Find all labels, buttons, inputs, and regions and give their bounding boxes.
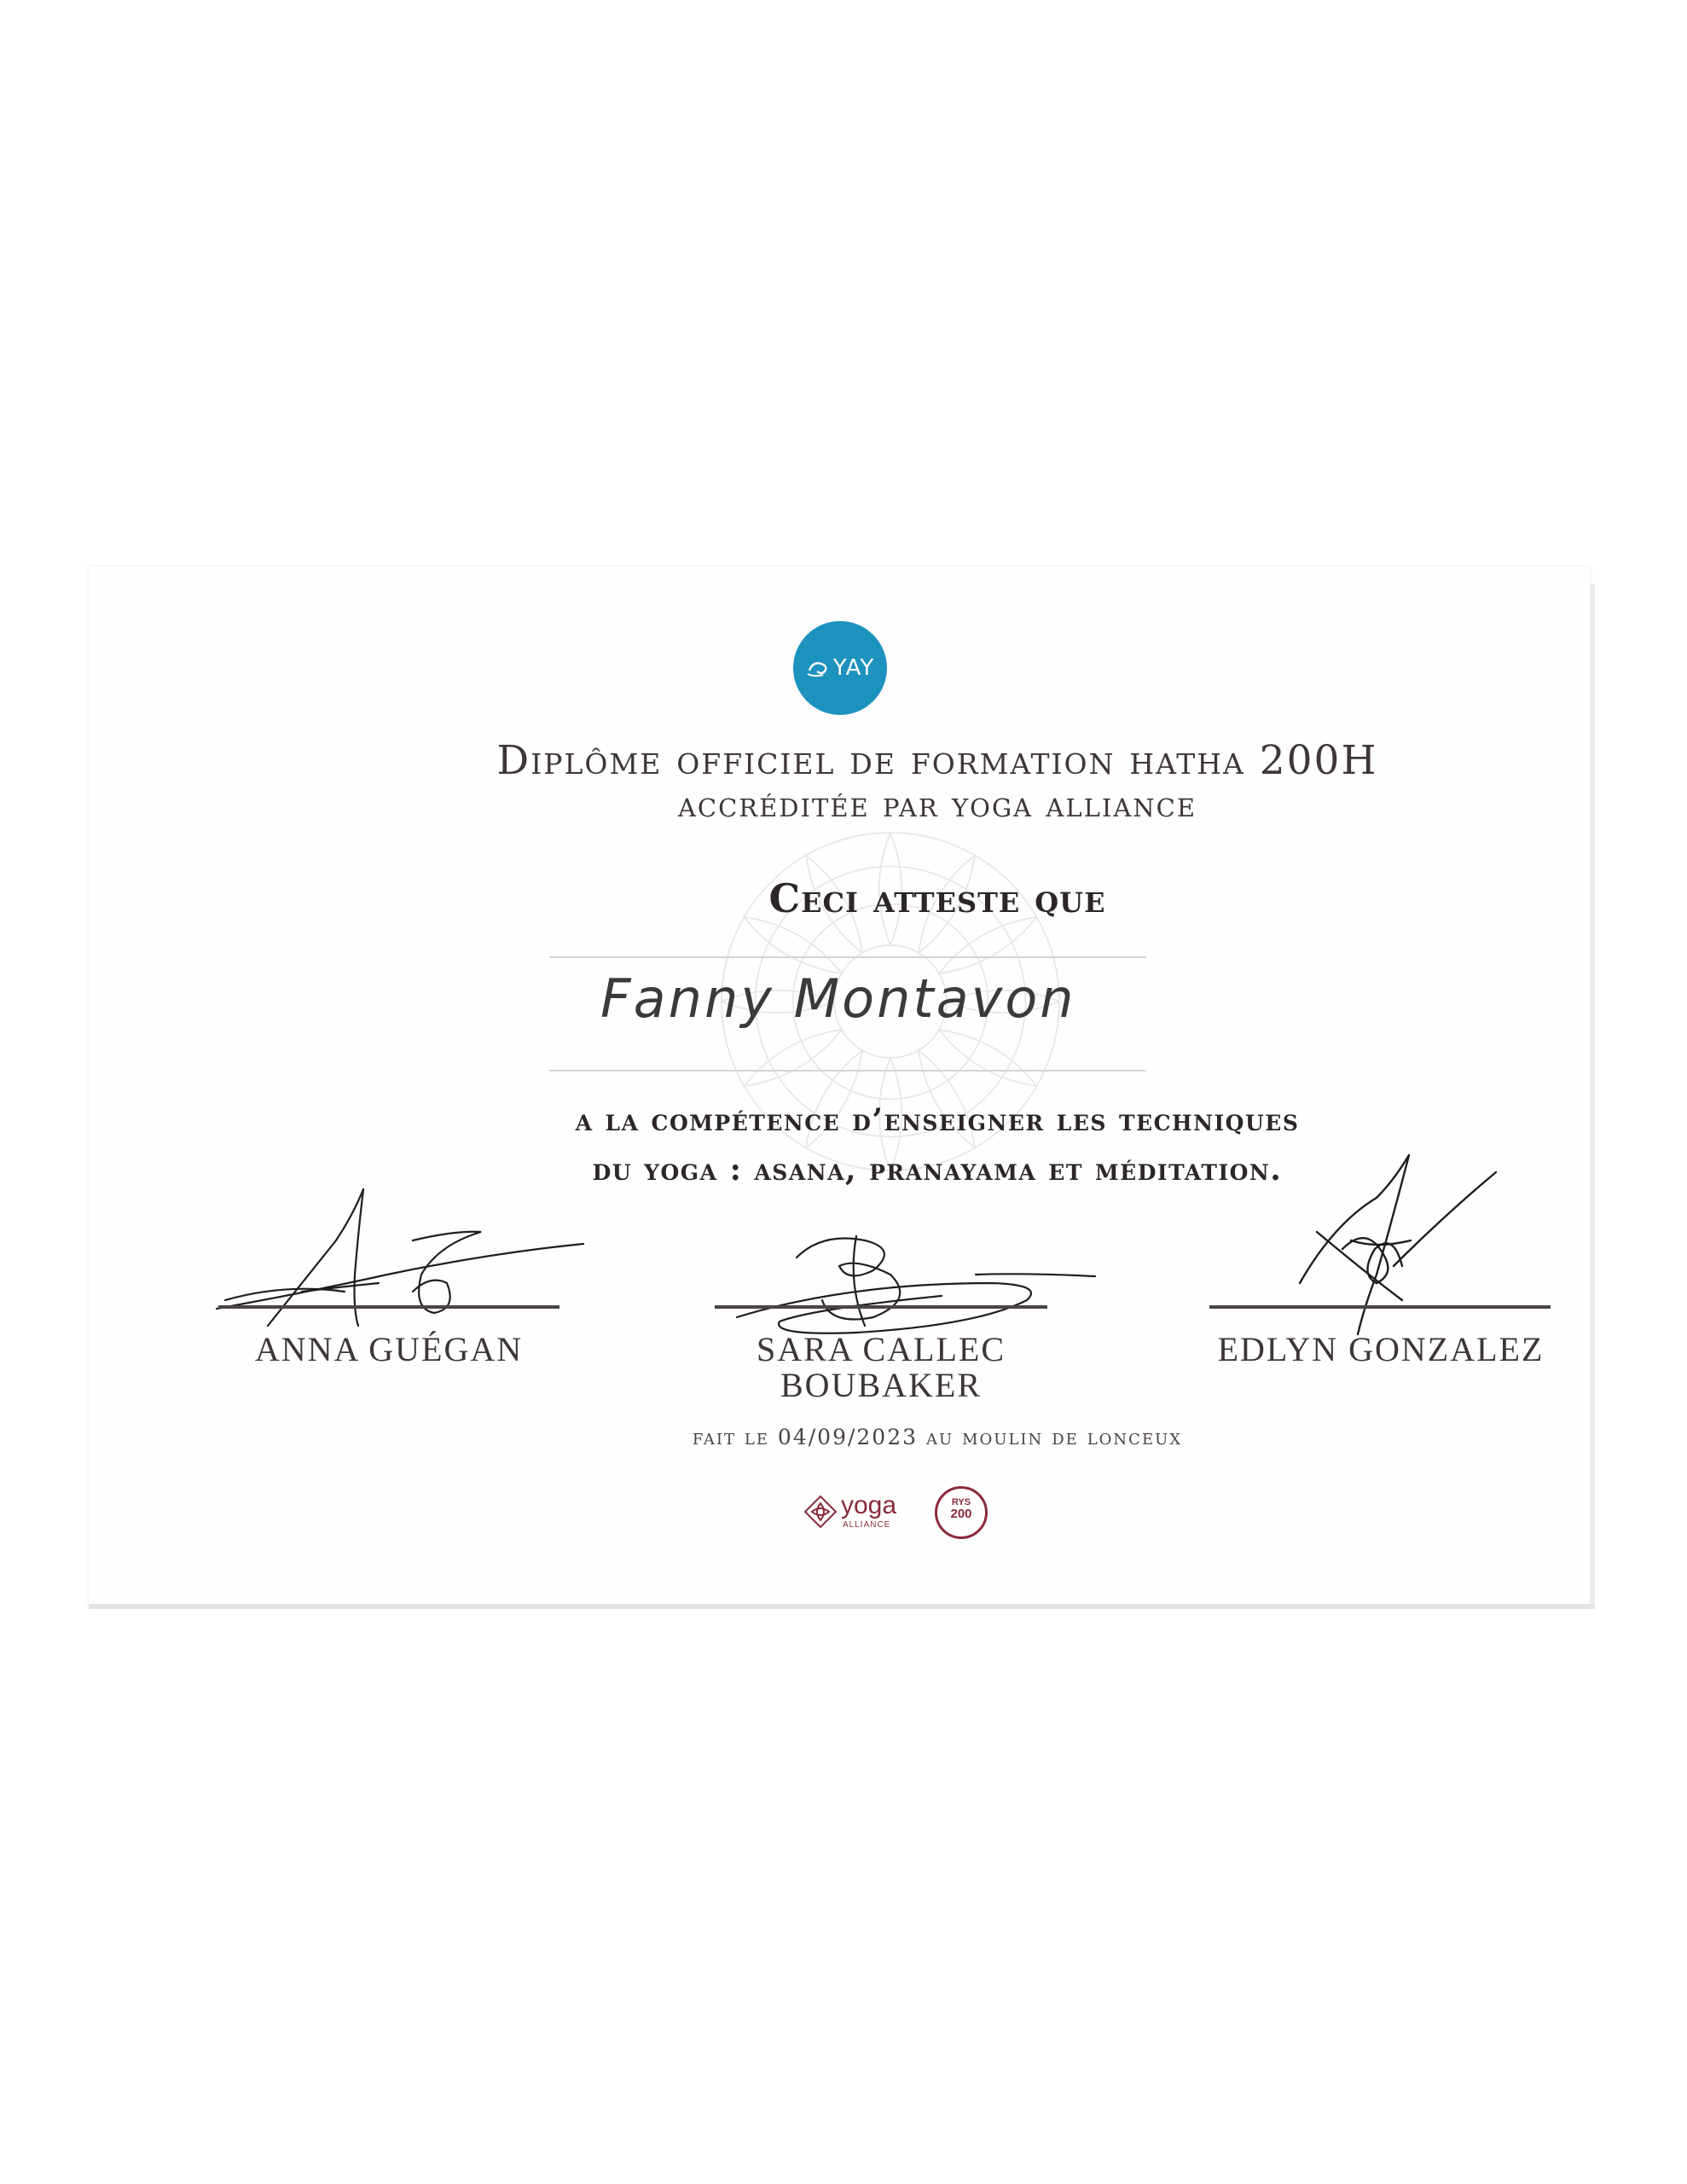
competence-line-1: a la compétence d’enseigner les techniques (575, 1102, 1300, 1138)
signatory-name-2a: SARA CALLEC (756, 1330, 1006, 1368)
signatory-name-2b: BOUBAKER (780, 1366, 983, 1404)
name-rule-bottom (549, 1070, 1146, 1072)
signature-anna-guegan (208, 1181, 600, 1334)
signature-line-1 (218, 1305, 559, 1309)
recipient-name: Fanny Montavon (600, 967, 1076, 1030)
diploma-subtitle: accréditée par yoga alliance (677, 783, 1197, 825)
signature-edlyn-gonzalez (1266, 1147, 1547, 1343)
competence-line-2: du yoga : asana, pranayama et méditation. (592, 1152, 1283, 1188)
rys-200-seal (935, 1486, 988, 1539)
date-place-line: fait le 04/09/2023 au moulin de lonceux (692, 1425, 1183, 1449)
signatory-name-1: ANNA GUÉGAN (254, 1330, 524, 1368)
yoga-alliance-subtext: ALLIANCE (843, 1520, 891, 1530)
certificate (89, 566, 1590, 1604)
signatory-name-3: EDLYN GONZALEZ (1217, 1330, 1545, 1368)
signature-sara-callec-boubaker (720, 1223, 1112, 1343)
yay-logo (793, 621, 887, 715)
paper-edge (89, 1604, 1595, 1609)
signature-line-3 (1209, 1305, 1551, 1309)
logo-text: YAY (832, 655, 875, 681)
attest-heading: Ceci atteste que (768, 875, 1106, 921)
yoga-alliance-text: yoga (841, 1491, 897, 1519)
seal-text-1: RYS (951, 1497, 971, 1507)
name-rule-top (549, 956, 1146, 958)
lotus-icon (802, 1493, 839, 1531)
seal-text-2: 200 (950, 1507, 972, 1521)
spiral-icon (806, 659, 832, 677)
signature-line-2 (715, 1305, 1047, 1309)
diploma-title: Diplôme officiel de formation hatha 200H (496, 737, 1378, 784)
yoga-alliance-logo (802, 1490, 904, 1537)
